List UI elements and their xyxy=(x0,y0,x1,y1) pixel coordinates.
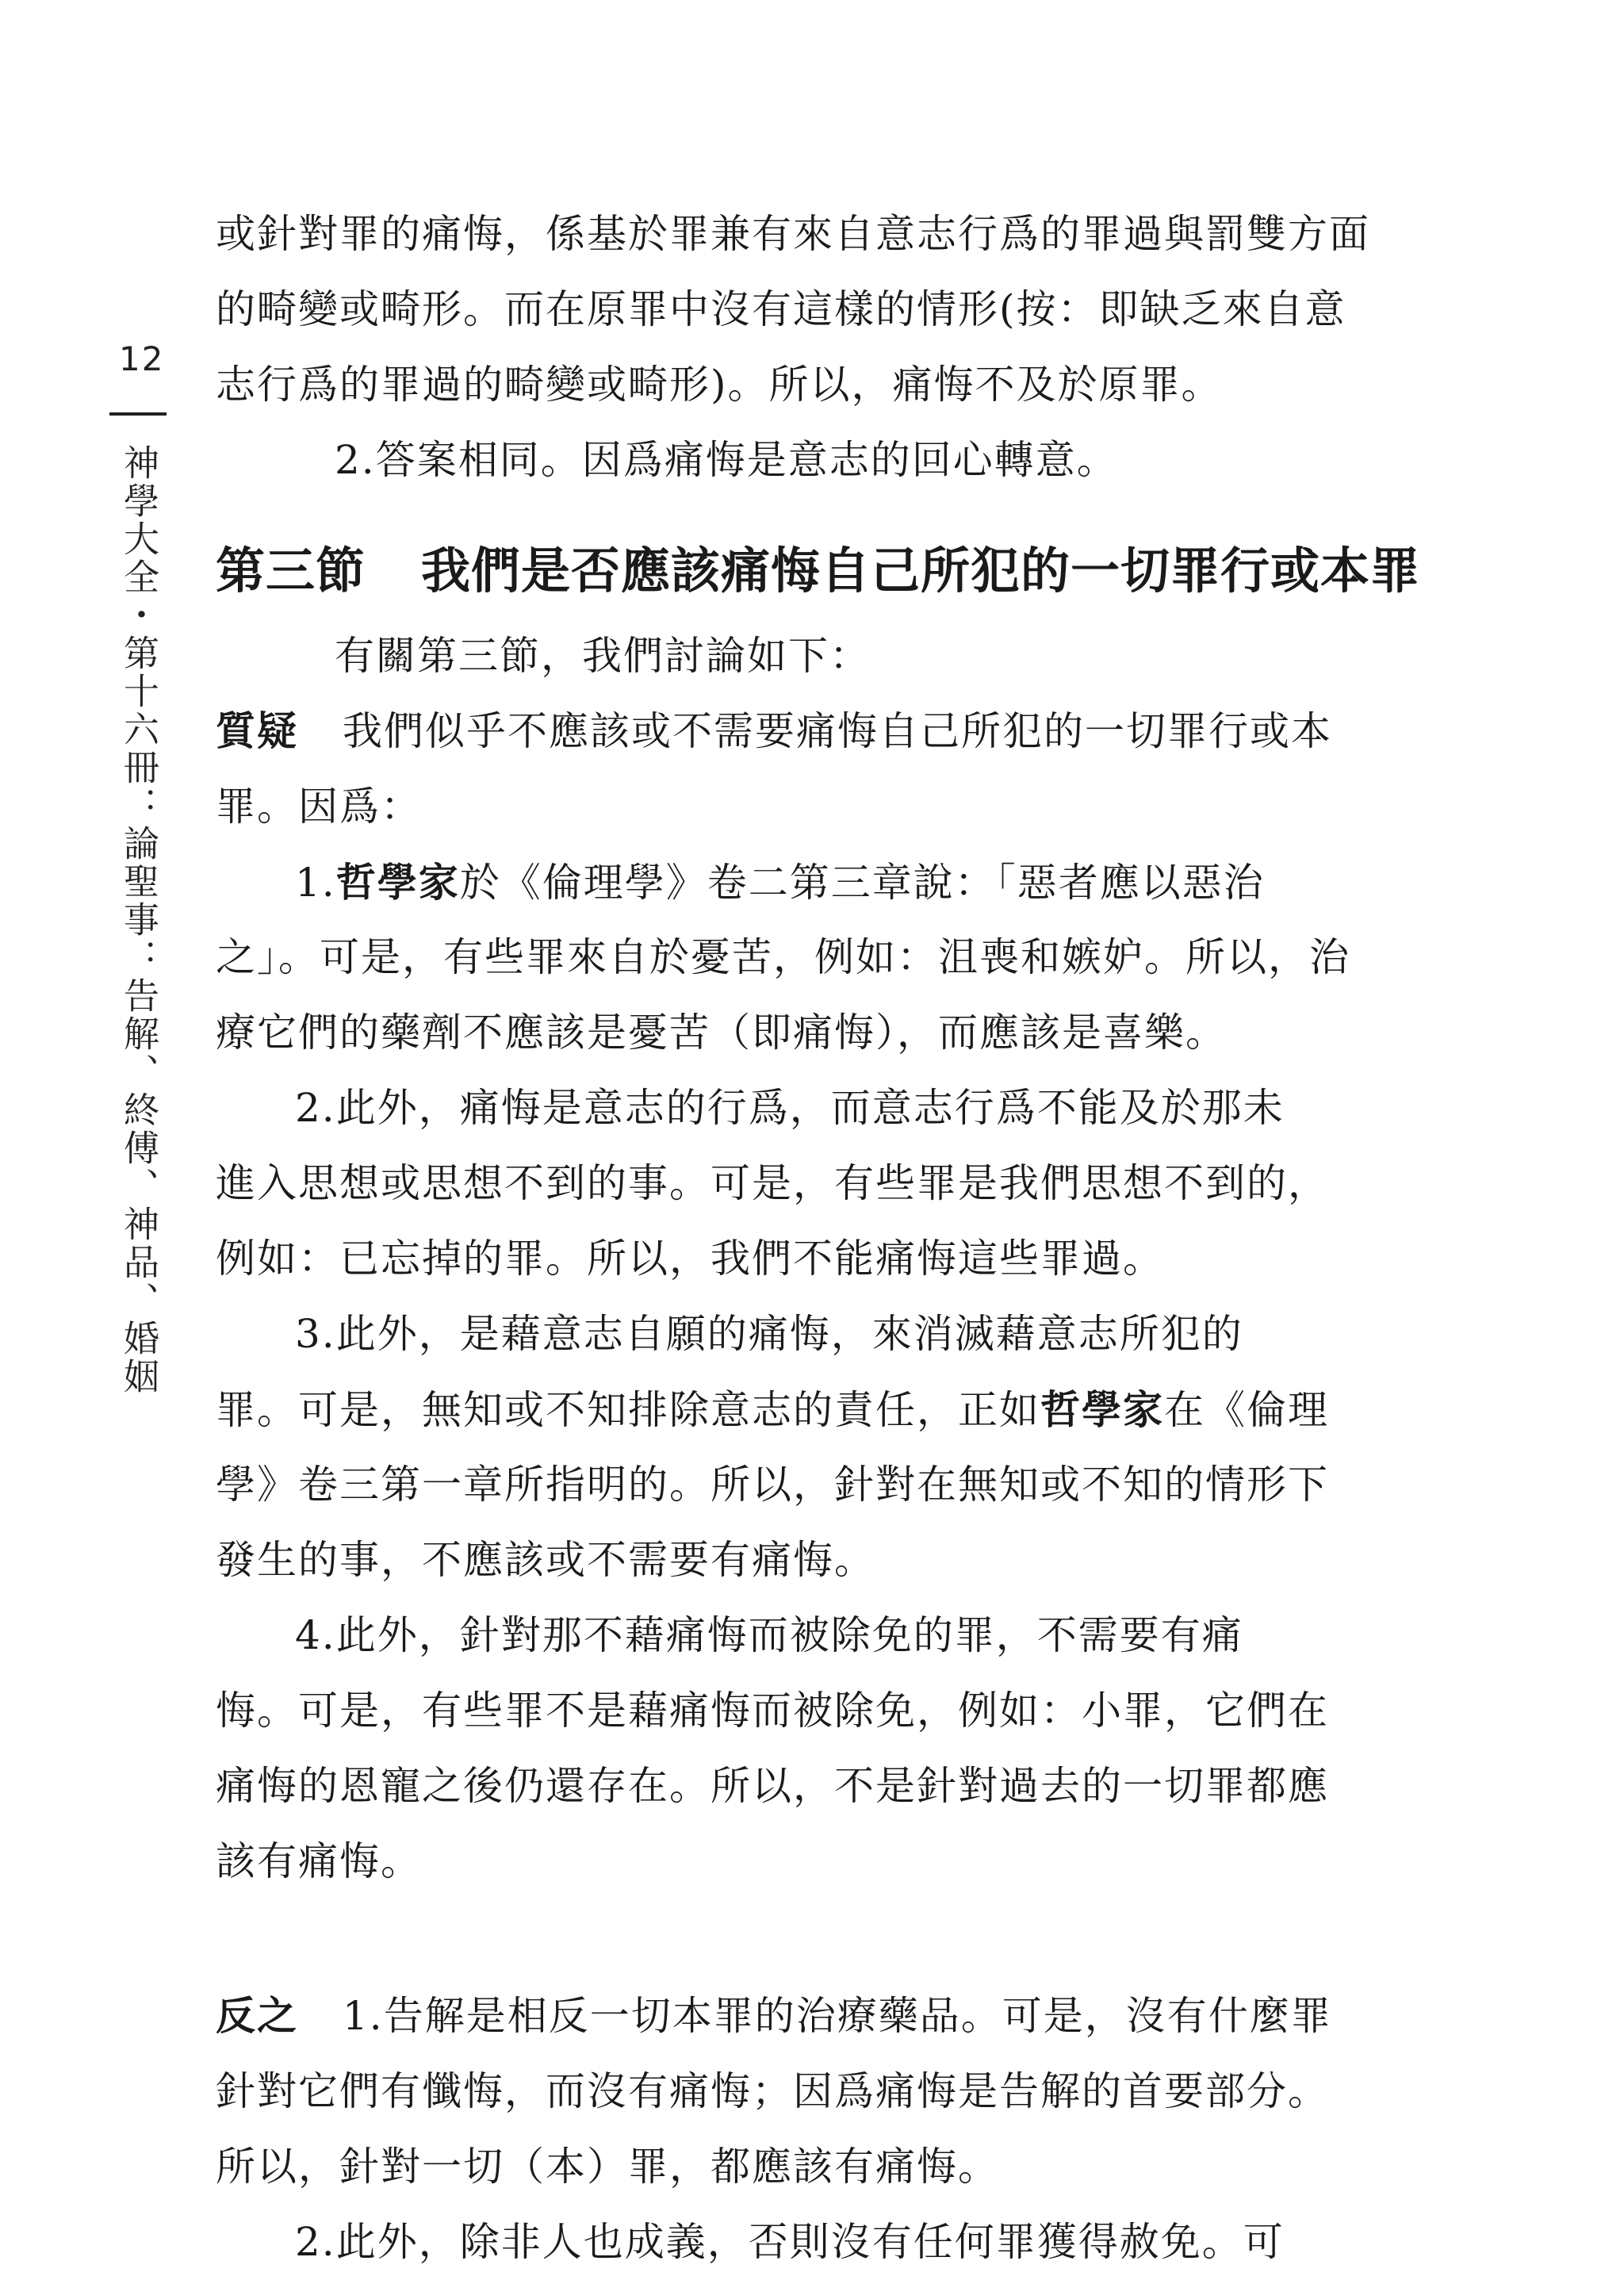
margin-rule xyxy=(109,412,167,416)
philosopher-term: 哲學家 xyxy=(1040,1386,1164,1433)
paragraph-gap xyxy=(216,1899,1342,1979)
objection-1-number: 1. xyxy=(295,860,336,906)
philosopher-term: 哲學家 xyxy=(335,859,460,906)
objection-2-line-1: 2.此外，痛悔是意志的行爲，而意志行爲不能及於那未 xyxy=(295,1085,1285,1131)
page-number: 12 xyxy=(119,339,165,378)
section-title: 我們是否應該痛悔自己所犯的一切罪行或本罪 xyxy=(421,542,1421,600)
objection-1-text: 於《倫理學》卷二第三章說：「惡者應以惡治 xyxy=(459,860,1265,906)
section-number: 第三節 xyxy=(216,542,366,600)
objection-2-line-3: 例如：已忘掉的罪。所以，我們不能痛悔這些罪過。 xyxy=(216,1236,1164,1282)
objection-4-line-1: 4.此外，針對那不藉痛悔而被除免的罪，不需要有痛 xyxy=(295,1612,1243,1658)
contra-label: 反之 xyxy=(216,1993,298,2039)
objection-3-line-1: 3.此外，是藉意志自願的痛悔，來消滅藉意志所犯的 xyxy=(295,1311,1243,1357)
objection-line-2: 罪。因爲： xyxy=(216,784,422,830)
contra-text-1: 1.告解是相反一切本罪的治療藥品。可是，沒有什麼罪 xyxy=(343,1993,1332,2039)
paragraph-1-line-1: 或針對罪的痛悔，係基於罪兼有來自意志行爲的罪過與罰雙方面 xyxy=(216,211,1370,257)
objection-4-line-4: 該有痛悔。 xyxy=(216,1838,422,1884)
objection-1-line-1 xyxy=(216,845,1342,920)
objection-text-1: 我們似乎不應該或不需要痛悔自己所犯的一切罪行或本 xyxy=(343,708,1332,754)
answer-2: 2.答案相同。因爲痛悔是意志的回心轉意。 xyxy=(335,437,1118,483)
objection-label: 質疑 xyxy=(216,708,298,754)
contra-line-3: 所以，針對一切（本）罪，都應該有痛悔。 xyxy=(216,2144,999,2190)
paragraph-1-line-2: 的畸變或畸形。而在原罪中沒有這樣的情形(按：即缺乏來自意 xyxy=(216,286,1346,332)
objection-3-line-2 xyxy=(216,1372,1342,1447)
section-intro: 有關第三節，我們討論如下： xyxy=(335,633,871,679)
objection-4-line-2: 悔。可是，有些罪不是藉痛悔而被除免，例如：小罪，它們在 xyxy=(216,1688,1329,1734)
objection-3-line-3: 學》卷三第一章所指明的。所以，針對在無知或不知的情形下 xyxy=(216,1462,1329,1508)
objection-2-line-2: 進入思想或思想不到的事。可是，有些罪是我們思想不到的， xyxy=(216,1160,1329,1206)
contra-line-2: 針對它們有懺悔，而沒有痛悔；因爲痛悔是告解的首要部分。 xyxy=(216,2068,1329,2114)
objection-3-text-b: 在《倫理 xyxy=(1164,1387,1329,1433)
objection-4-line-3: 痛悔的恩寵之後仍還存在。所以，不是針對過去的一切罪都應 xyxy=(216,1763,1329,1809)
page-content xyxy=(216,197,1421,2280)
running-title: 神學大全・第十六冊：論聖事：告解、終傅、神品、婚姻 xyxy=(117,444,159,1396)
contra-2-line-1: 2.此外，除非人也成義，否則沒有任何罪獲得赦免。可 xyxy=(295,2219,1285,2265)
objection-1-line-2: 之」。可是，有些罪來自於憂苦，例如：沮喪和嫉妒。所以，治 xyxy=(216,934,1350,980)
paragraph-1-line-3: 志行爲的罪過的畸變或畸形)。所以，痛悔不及於原罪。 xyxy=(216,362,1223,408)
objection-3-text-a: 罪。可是，無知或不知排除意志的責任，正如 xyxy=(216,1387,1040,1433)
objection-1-line-3: 療它們的藥劑不應該是憂苦（即痛悔），而應該是喜樂。 xyxy=(216,1010,1227,1056)
section-heading xyxy=(216,523,1421,619)
objection-3-line-4: 發生的事，不應該或不需要有痛悔。 xyxy=(216,1537,875,1583)
contra-line-1 xyxy=(216,1979,1342,2054)
objection-line-1 xyxy=(216,694,1342,769)
